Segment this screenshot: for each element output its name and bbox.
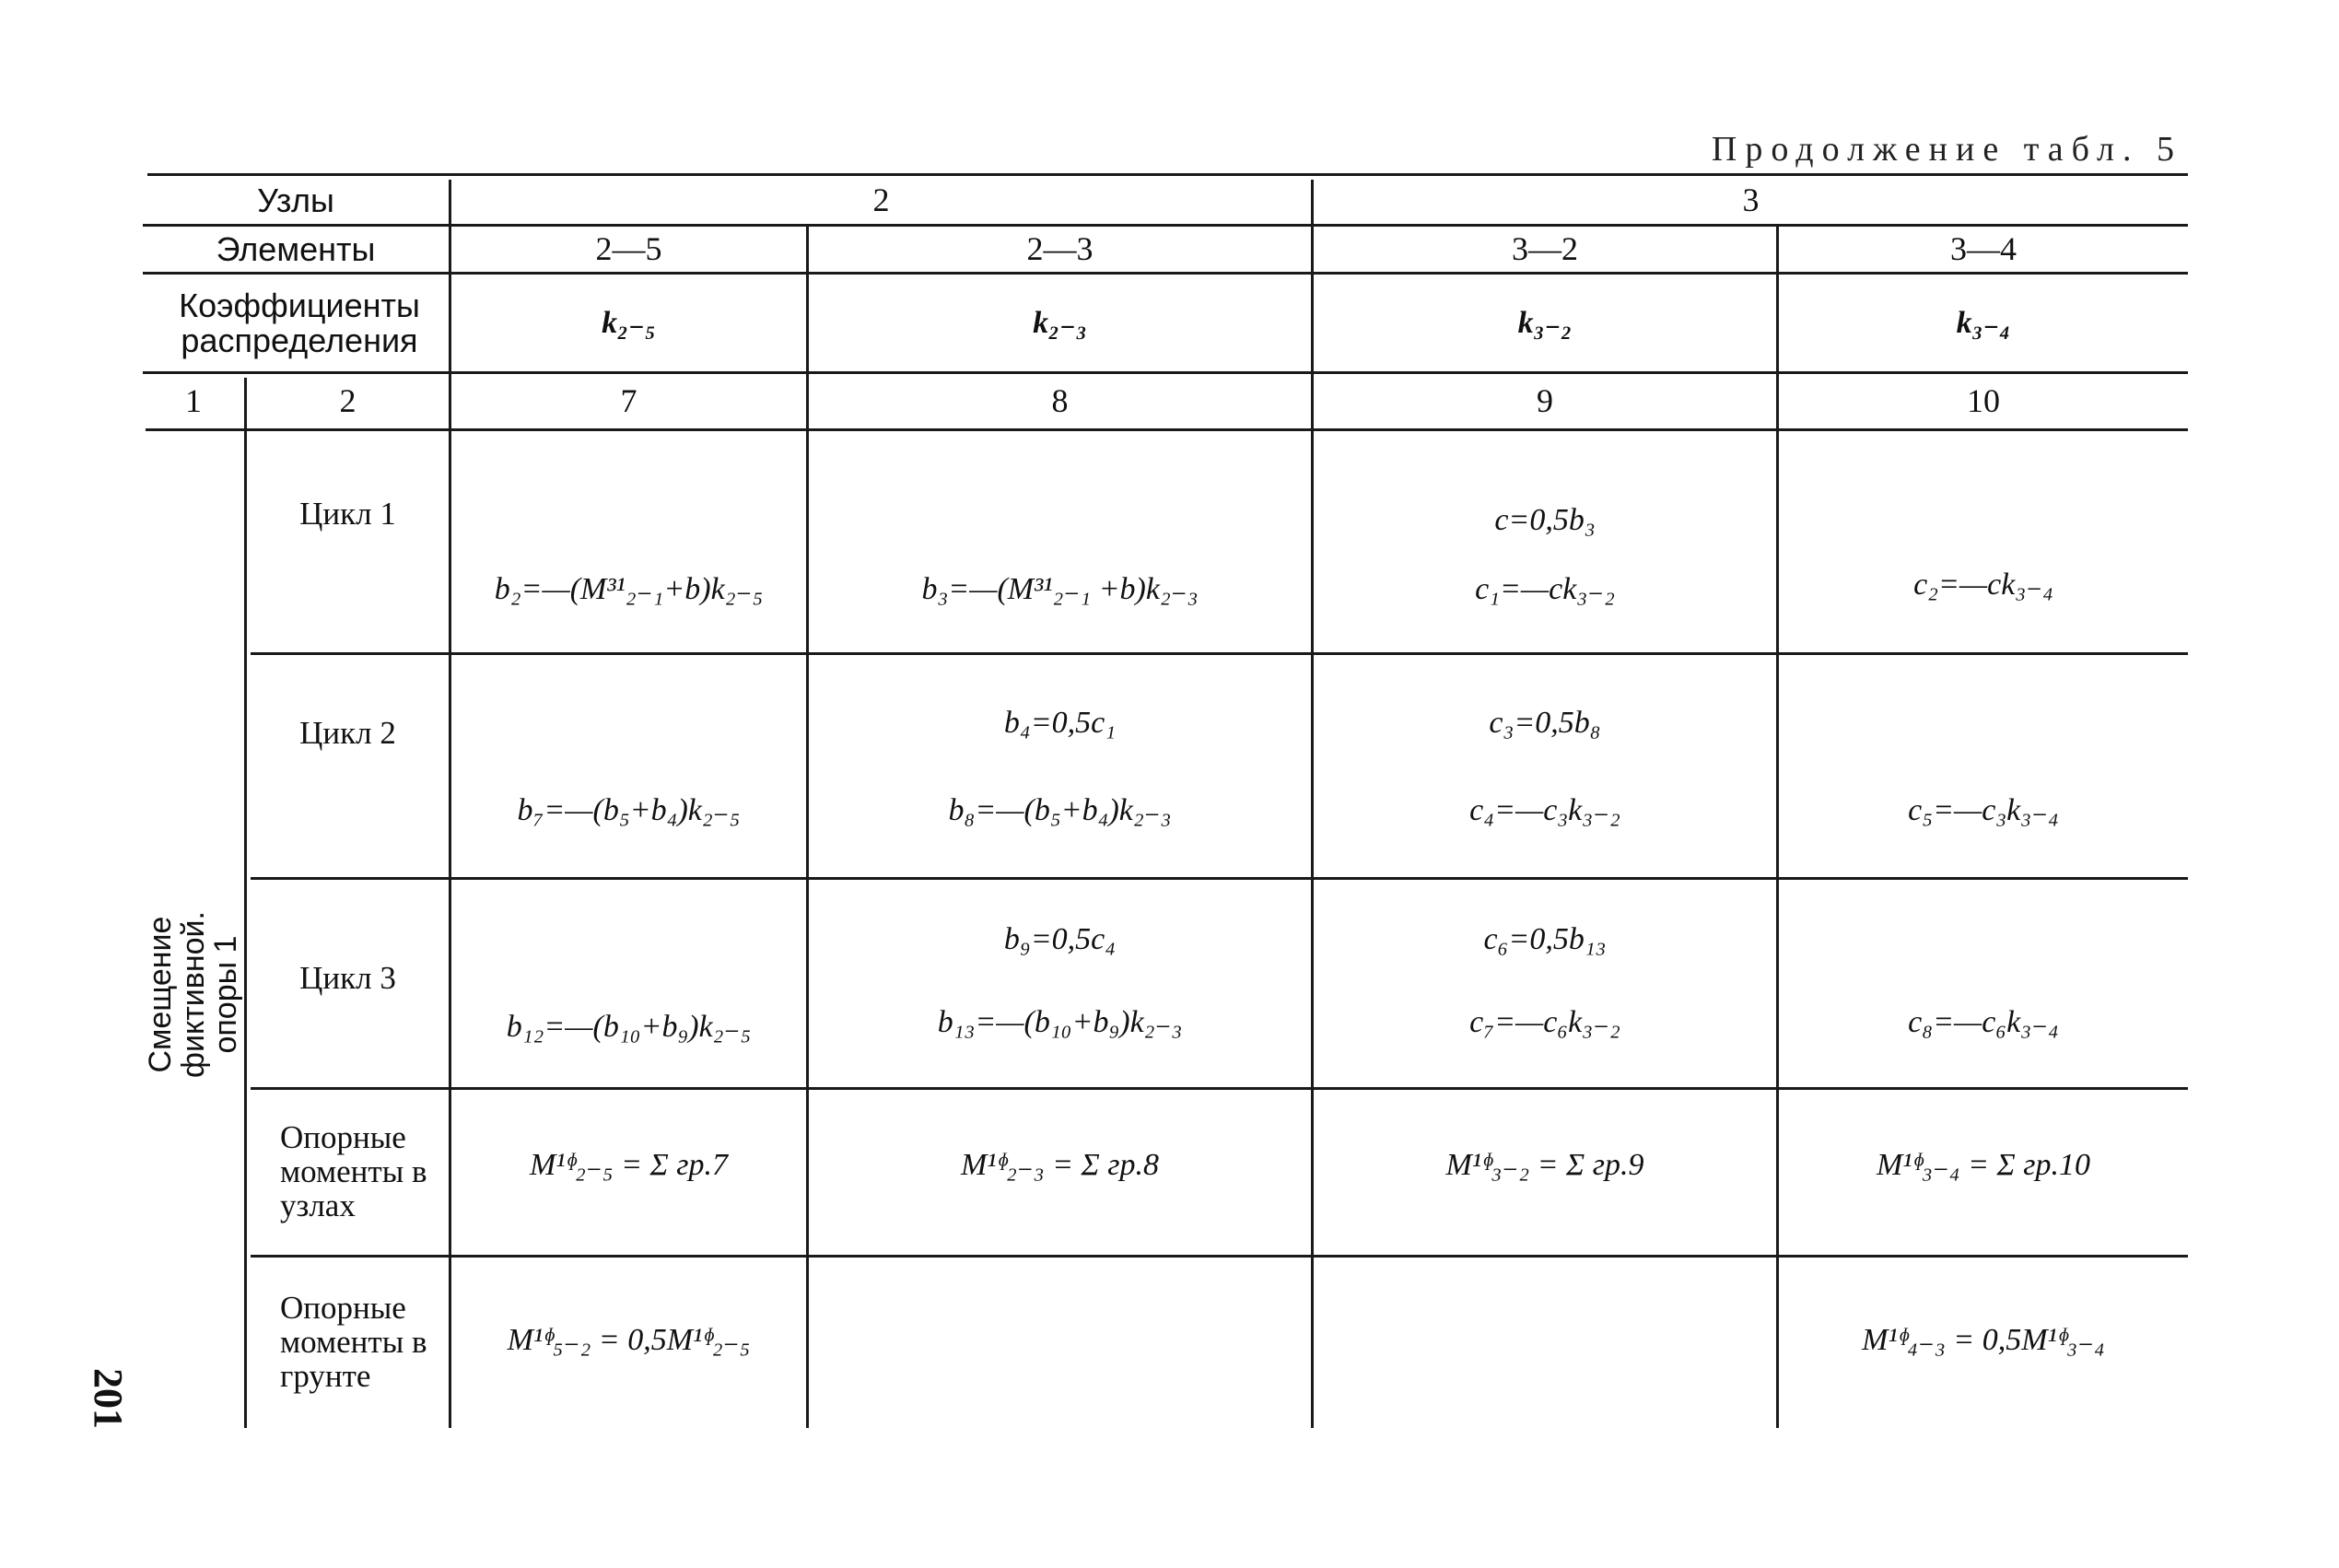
coef-k2-5: k₂₋₅	[602, 305, 656, 340]
formula-c10-cycle-1: c₂=—ck₃₋₄	[1913, 568, 2053, 603]
rule-row2	[251, 877, 2188, 880]
node-2: 2	[872, 181, 890, 218]
colnum-2: 2	[339, 381, 357, 419]
coef-k3-4: k₃₋₄	[1956, 305, 2011, 340]
colnum-10: 10	[1967, 381, 2000, 419]
rule-row3	[251, 1087, 2188, 1090]
rule-row1	[251, 652, 2188, 655]
formula-c9-top-cycle-2: c₃=0,5b₈	[1489, 706, 1601, 741]
row-label-node-moments: Опорные моменты в узлах	[280, 1119, 427, 1223]
moment-c8-nodes: M¹ᶲ₂₋₃ = Σ гр.8	[960, 1148, 1160, 1183]
element-3-4: 3—4	[1950, 229, 2017, 267]
formula-c7-cycle-2: b₇=—(b₅+b₄)k₂₋₅	[517, 793, 741, 828]
group-label-text: Смещение фиктивной. опоры 1	[142, 911, 243, 1079]
coef-label: Коэффициенты распределения	[179, 286, 420, 359]
rule-colnums	[146, 428, 2188, 431]
formula-c8-cycle-3: b₁₃=—(b₁₀+b₉)k₂₋₃	[937, 1005, 1183, 1040]
coef-k3-2: k₃₋₂	[1517, 305, 1573, 340]
nodes-label: Узлы	[257, 181, 334, 219]
formula-c9-top-cycle-1: c=0,5b₃	[1494, 503, 1596, 538]
formula-c10-cycle-3: c₈=—c₆k₃₋₄	[1908, 1005, 2059, 1040]
formula-c7-cycle-3: b₁₂=—(b₁₀+b₉)k₂₋₅	[506, 1010, 752, 1045]
formula-c8-top-cycle-2: b₄=0,5c₁	[1003, 706, 1117, 741]
moment-c7-ground: M¹ᶲ₅₋₂ = 0,5M¹ᶲ₂₋₅	[507, 1323, 751, 1358]
element-2-3: 2—3	[1026, 229, 1093, 267]
formula-c9-cycle-2: c₄=—c₃k₃₋₂	[1469, 793, 1620, 828]
colnum-9: 9	[1537, 381, 1553, 419]
group-label	[138, 811, 249, 1179]
row-label-ground-moments: Опорные моменты в грунте	[280, 1290, 427, 1394]
element-3-2: 3—2	[1512, 229, 1578, 267]
row-label-cycle-2: Цикл 2	[299, 715, 396, 752]
formula-c8-top-cycle-3: b₉=0,5c₄	[1003, 922, 1117, 957]
colnum-8: 8	[1051, 381, 1069, 419]
formula-c7-cycle-1: b₂=—(M³¹₂₋₁+b)k₂₋₅	[494, 572, 764, 607]
formula-c8-cycle-2: b₈=—(b₅+b₄)k₂₋₃	[948, 793, 1172, 828]
formula-c9-cycle-3: c₇=—c₆k₃₋₂	[1469, 1005, 1620, 1040]
element-2-5: 2—5	[595, 229, 662, 267]
formula-c9-cycle-1: c₁=—ck₃₋₂	[1475, 572, 1615, 607]
rule-top	[147, 173, 2188, 176]
elements-label: Элементы	[216, 229, 376, 268]
moment-c10-ground: M¹ᶲ₄₋₃ = 0,5M¹ᶲ₃₋₄	[1862, 1323, 2105, 1358]
colnum-7: 7	[620, 381, 637, 419]
formula-c8-cycle-1: b₃=—(M³¹₂₋₁ +b)k₂₋₃	[921, 572, 1199, 607]
table-caption: Продолжение табл. 5	[1711, 130, 2182, 169]
moment-c7-nodes: M¹ᶲ₂₋₅ = Σ гр.7	[529, 1148, 729, 1183]
row-label-cycle-1: Цикл 1	[299, 495, 396, 532]
formula-c9-top-cycle-3: c₆=0,5b₁₃	[1483, 922, 1607, 957]
node-3: 3	[1742, 181, 1760, 218]
page-number: 201	[86, 1368, 132, 1429]
formula-c10-cycle-2: c₅=—c₃k₃₋₄	[1908, 793, 2059, 828]
moment-c9-nodes: M¹ᶲ₃₋₂ = Σ гр.9	[1445, 1148, 1644, 1183]
rule-row4	[251, 1255, 2188, 1258]
coef-k2-3: k₂₋₃	[1033, 305, 1087, 340]
moment-c10-nodes: M¹ᶲ₃₋₄ = Σ гр.10	[1876, 1148, 2091, 1183]
row-label-cycle-3: Цикл 3	[299, 960, 396, 997]
colnum-1: 1	[185, 381, 202, 419]
